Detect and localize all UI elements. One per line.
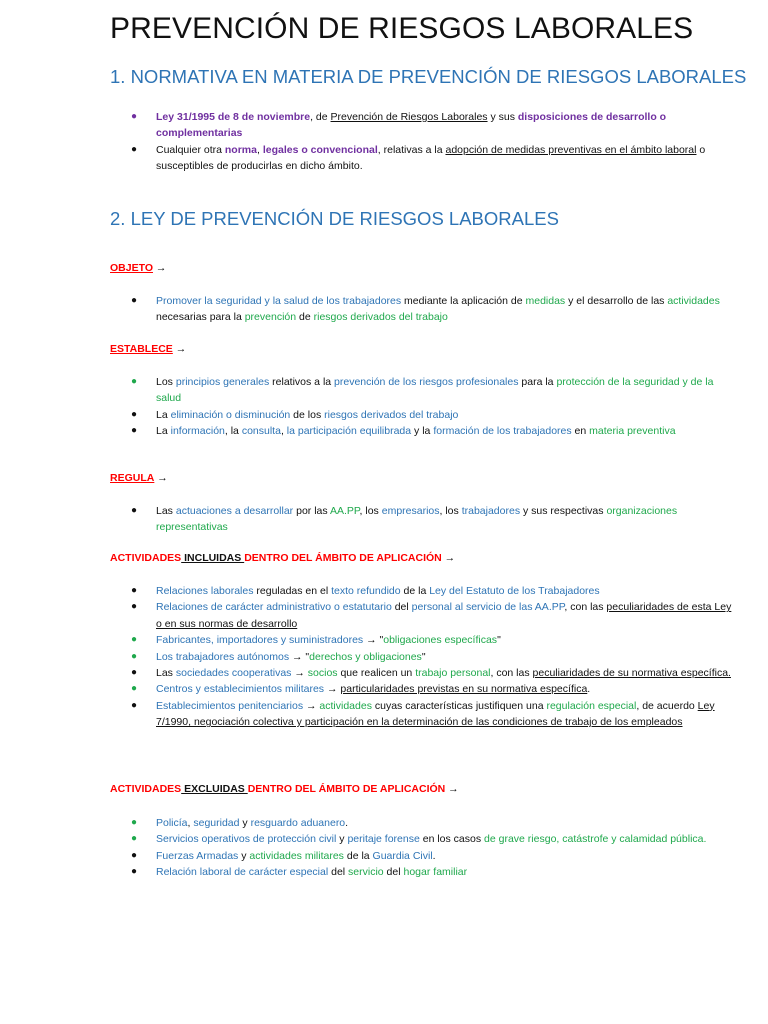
bullet-icon: ● <box>131 849 138 861</box>
bullet-icon: ● <box>131 111 138 122</box>
list-item: ● Los trabajadores autónomos → "derechos y obligaciones" <box>0 649 768 665</box>
section-2-heading: 2. LEY DE PREVENCIÓN DE RIESGOS LABORALES <box>110 208 559 229</box>
list-item: ● Los principios generales relativos a la prevención de los riesgos profesionales para la protección de la seguridad y de la salud <box>131 376 714 405</box>
list-item: ● Las sociedades cooperativas → socios que realicen un trabajo personal, con las peculiaridades de su normativa específica. <box>0 665 768 681</box>
objeto-list <box>0 293 768 326</box>
regula-label: REGULA → <box>110 472 168 484</box>
incluidas-list <box>0 583 768 731</box>
list-item: ● La información, la consulta, la participación equilibrada y la formación de los trabajadores en materia preventiva <box>0 423 768 439</box>
section-1-heading: 1. NORMATIVA EN MATERIA DE PREVENCIÓN DE RIESGOS LABORALES <box>110 66 747 87</box>
document-title: PREVENCIÓN DE RIESGOS LABORALES <box>110 12 694 45</box>
list-item: ● Ley 31/1995 de 8 de noviembre, de Prevención de Riesgos Laborales y sus disposiciones de desarrollo o complementarias <box>131 111 667 140</box>
list-item: ● Relaciones laborales reguladas en el texto refundido de la Ley del Estatuto de los Trabajadores <box>0 583 768 599</box>
list-item: ● Centros y establecimientos militares → particularidades previstas en su normativa específica. <box>0 681 768 697</box>
bullet-icon: ● <box>131 650 138 662</box>
bullet-icon: ● <box>131 833 138 845</box>
bullet-icon: ● <box>131 143 138 155</box>
section-1-list <box>0 109 768 175</box>
bullet-icon: ● <box>131 683 138 695</box>
objeto-label: OBJETO → <box>110 262 167 274</box>
bullet-icon: ● <box>131 376 138 387</box>
bullet-icon: ● <box>131 425 138 437</box>
list-item: ● Policía, seguridad y resguardo aduanero. <box>0 815 768 831</box>
bullet-icon: ● <box>131 408 138 420</box>
list-item: ● Las actuaciones a desarrollar por las AA.PP, los empresarios, los trabajadores y sus respectivas organizaciones representativas <box>131 505 678 534</box>
bullet-icon: ● <box>131 601 138 613</box>
bullet-icon: ● <box>131 667 138 679</box>
list-item: ● Relaciones de carácter administrativo o estatutario del personal al servicio de las AA.PP, con las peculiaridades de esta Ley o en sus normas de desarrollo <box>131 601 732 630</box>
bullet-icon: ● <box>131 505 138 516</box>
list-item: ● La eliminación o disminución de los riesgos derivados del trabajo <box>0 407 768 423</box>
regula-list <box>0 503 768 536</box>
bullet-icon: ● <box>131 634 138 646</box>
establece-list <box>0 374 768 440</box>
excluidas-list <box>0 815 768 881</box>
establece-label: ESTABLECE → <box>110 343 187 355</box>
incluidas-label: ACTIVIDADES INCLUIDAS DENTRO DEL ÁMBITO DE APLICACIÓN → <box>110 552 456 564</box>
bullet-icon: ● <box>131 295 138 306</box>
excluidas-label: ACTIVIDADES EXCLUIDAS DENTRO DEL ÁMBITO DE APLICACIÓN → <box>110 783 459 795</box>
list-item: ● Servicios operativos de protección civil y peritaje forense en los casos de grave riesgo, catástrofe y calamidad pública. <box>0 831 768 847</box>
list-item: ● Establecimientos penitenciarios → actividades cuyas características justifiquen una regulación especial, de acuerdo Ley 7/1990, negociación colectiva y participación en la determinación de las condiciones de trabajo de los empleados <box>131 699 715 729</box>
list-item: ● Fuerzas Armadas y actividades militares de la Guardia Civil. <box>0 848 768 864</box>
list-item: ● Relación laboral de carácter especial del servicio del hogar familiar <box>0 864 768 880</box>
bullet-icon: ● <box>131 866 138 878</box>
bullet-icon: ● <box>131 699 138 711</box>
list-item: ● Fabricantes, importadores y suministradores → "obligaciones específicas" <box>0 632 768 648</box>
bullet-icon: ● <box>131 817 138 828</box>
list-item: ● Cualquier otra norma, legales o convencional, relativas a la adopción de medidas preventivas en el ámbito laboral o susceptibles de producirlas en dicho ámbito. <box>131 143 706 173</box>
list-item: ● Promover la seguridad y la salud de los trabajadores mediante la aplicación de medidas y el desarrollo de las actividades necesarias para la prevención de riesgos derivados del trabajo <box>131 295 720 324</box>
bullet-icon: ● <box>131 585 138 596</box>
